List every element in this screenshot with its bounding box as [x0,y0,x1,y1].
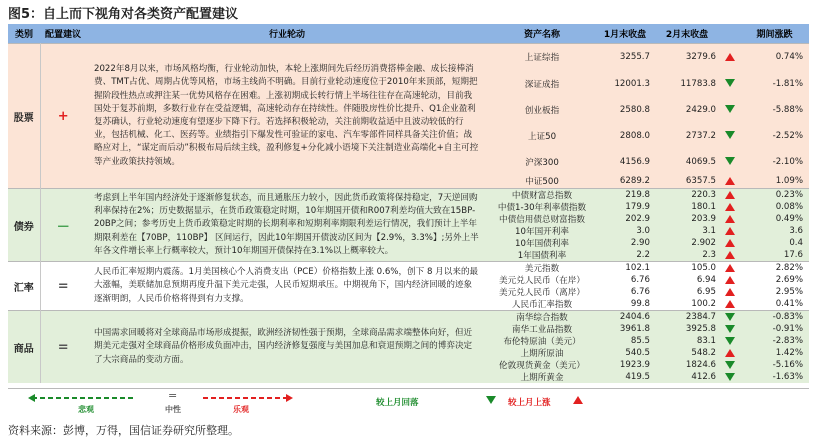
header-asset: 资产名称 [488,24,596,44]
change-value: -5.88% [740,97,809,123]
jan-close: 419.5 [596,371,654,383]
direction-icon [720,123,740,149]
header-feb-close: 2月末收盘 [654,24,720,44]
jan-close: 99.8 [596,298,654,311]
change-value: 2.95% [740,286,809,298]
asset-name: 深证成指 [488,71,596,97]
header-jan-close: 1月末收盘 [596,24,654,44]
feb-close: 3.1 [654,225,720,237]
asset-name: 南华工业品指数 [488,323,596,335]
up-triangle-icon [725,215,735,223]
change-value: 3.6 [740,225,809,237]
jan-close: 2580.8 [596,97,654,123]
down-triangle-icon [725,79,735,87]
asset-name: 上期所黄金 [488,371,596,383]
direction-icon [720,175,740,189]
direction-icon [720,359,740,371]
signal-mark: = [40,311,86,384]
asset-name: 上证50 [488,123,596,149]
direction-icon [720,298,740,311]
down-triangle-icon [725,157,735,165]
jan-close: 179.9 [596,201,654,213]
bearish-arrow-icon [28,393,138,403]
neutral-symbol-icon: = [168,389,178,402]
section-comment: 人民币汇率短期内震荡。1月美国核心个人消费支出（PCE）价格指数上涨 0.6%，创下 8 月以来的最大涨幅，美联储加息预期再度升温下美元走强，人民币短期承压。中期视角下，国内经济回暖的迹象逐渐明朗，人民币价格将得到有力支撑。 [86,262,488,311]
direction-icon [720,44,740,71]
direction-icon [720,149,740,175]
feb-close: 3925.8 [654,323,720,335]
section-commodities [8,311,809,384]
change-value: -0.91% [740,323,809,335]
asset-name: 10年国债利率 [488,237,596,249]
direction-icon [720,371,740,383]
feb-close: 2429.0 [654,97,720,123]
legend [8,388,809,415]
legend-bullish: 乐观 [233,405,249,414]
legend-bearish: 悲观 [78,405,94,414]
section-comment: 2022年8月以来，市场风格均衡，行业轮动加快，本轮上涨期间先后经历消费搭棒金融、成长接棒消费、TMT占优、周期占优等风格，市场主线尚不明确。目前行业轮动速度位于2010年来顶部，短期把握阶段性热点或押注某一优势风格存在困难。上涨初期成长转行情上半场往往存在高速轮动，目前我国处于复苏前期，多数行业存在受益逻辑，高速轮动存在持续性。伴随股房性价比提升、Q1企业盈利复苏确认，行业轮动速度有望逐步下降下行。若选择积极轮动，关注前期收益适中且波动较低的行业，包括机械、化工、医药等。业绩指引下爆发性可验证的家电、汽车零部件同样具备关注价值；战略应对上，“谋定而后动”积极布局后续主线，盈利修复+分化减小语境下关注制造业高端化+自主可控等产业政策扶持领域。 [86,44,488,189]
change-value: -2.10% [740,149,809,175]
signal-mark: － [40,189,86,262]
down-triangle-icon [725,105,735,113]
asset-name: 中债1-30年利率债指数 [488,201,596,213]
jan-close: 2808.0 [596,123,654,149]
direction-icon [720,262,740,275]
feb-close: 2.3 [654,249,720,262]
section-comment: 考虑到上半年国内经济处于逐渐修复状态，而且通胀压力较小，因此货币政策将保持稳定，7天逆回购利率保持在2%；历史数据显示，在货币政策稳定时期，10年期国开债和R007利差均值大致在15BP-20BP之间；参考历史上货币政策稳定时期的长期利率和短期利率期限利差运行情况，我们预计上半年期限利差在【70BP，110BP】 区间运行，因此10年期国开债波动区间为【2.9%，3.3%】;另外上半年各文件增长率上行概率较大，预计10年期国开债保持在3.1%以上概率较大。 [86,189,488,262]
down-triangle-icon [725,337,735,345]
direction-icon [720,71,740,97]
header-category: 类别 [8,24,40,44]
up-triangle-icon [725,264,735,272]
change-value: 0.74% [740,44,809,71]
feb-close: 6.95 [654,286,720,298]
up-triangle-icon [725,53,735,61]
up-triangle-icon [725,300,735,308]
feb-close: 548.2 [654,347,720,359]
jan-close: 4156.9 [596,149,654,175]
change-value: -2.83% [740,335,809,347]
header-row [8,24,809,44]
up-triangle-icon [573,396,583,404]
change-value: -1.81% [740,71,809,97]
direction-icon [720,225,740,237]
change-value: 0.41% [740,298,809,311]
direction-icon [720,249,740,262]
jan-close: 3255.7 [596,44,654,71]
header-rotation: 行业轮动 [86,24,488,44]
asset-name: 1年国债利率 [488,249,596,262]
section-fx [8,262,809,311]
section-bonds [8,189,809,262]
signal-mark: = [40,262,86,311]
jan-close: 202.9 [596,213,654,225]
up-triangle-icon [725,191,735,199]
jan-close: 219.8 [596,189,654,202]
change-value: 0.23% [740,189,809,202]
direction-icon [720,201,740,213]
header-direction [720,24,740,44]
category-label: 债券 [8,189,40,262]
change-value: -1.63% [740,371,809,383]
asset-name: 上期所原油 [488,347,596,359]
asset-name: 上证综指 [488,44,596,71]
asset-name: 伦敦现货黄金（美元） [488,359,596,371]
jan-close: 85.5 [596,335,654,347]
asset-name: 布伦特原油（美元） [488,335,596,347]
feb-close: 2.902 [654,237,720,249]
legend-neutral: 中性 [165,405,181,414]
bullish-arrow-icon [203,393,293,403]
asset-name: 中债信用债总财富指数 [488,213,596,225]
asset-name: 人民币汇率指数 [488,298,596,311]
feb-close: 1824.6 [654,359,720,371]
direction-icon [720,274,740,286]
feb-close: 11783.8 [654,71,720,97]
jan-close: 2.2 [596,249,654,262]
up-triangle-icon [725,276,735,284]
table-row [8,44,809,71]
jan-close: 3961.8 [596,323,654,335]
section-stocks [8,44,809,189]
table-row [8,311,809,324]
direction-icon [720,237,740,249]
jan-close: 6289.2 [596,175,654,189]
change-value: -5.16% [740,359,809,371]
feb-close: 6.94 [654,274,720,286]
direction-icon [720,323,740,335]
jan-close: 540.5 [596,347,654,359]
feb-close: 100.2 [654,298,720,311]
up-triangle-icon [725,177,735,185]
feb-close: 105.0 [654,262,720,275]
down-triangle-icon [725,313,735,321]
change-value: -0.83% [740,311,809,324]
feb-close: 83.1 [654,335,720,347]
up-triangle-icon [725,227,735,235]
allocation-table [8,24,809,383]
asset-name: 10年国开利率 [488,225,596,237]
jan-close: 1923.9 [596,359,654,371]
feb-close: 2384.7 [654,311,720,324]
change-value: 2.69% [740,274,809,286]
header-change: 期间涨跌 [740,24,809,44]
down-triangle-icon [725,373,735,381]
jan-close: 6.76 [596,274,654,286]
asset-name: 美元兑人民币（离岸） [488,286,596,298]
asset-name: 美元兑人民币（在岸） [488,274,596,286]
down-triangle-icon [725,131,735,139]
change-value: 17.6 [740,249,809,262]
asset-name: 沪深300 [488,149,596,175]
category-label: 汇率 [8,262,40,311]
figure-title: 图5：自上而下视角对各类资产配置建议 [8,7,239,22]
change-value: 0.49% [740,213,809,225]
direction-icon [720,286,740,298]
jan-close: 102.1 [596,262,654,275]
feb-close: 4069.5 [654,149,720,175]
header-recommendation: 配置建议 [40,24,86,44]
jan-close: 2404.6 [596,311,654,324]
change-value: 0.4 [740,237,809,249]
legend-lower: 较上月回落 [376,398,419,408]
direction-icon [720,335,740,347]
direction-icon [720,189,740,202]
asset-name: 中债财富总指数 [488,189,596,202]
jan-close: 12001.3 [596,71,654,97]
feb-close: 220.3 [654,189,720,202]
change-value: 0.08% [740,201,809,213]
table-row [8,189,809,202]
direction-icon [720,97,740,123]
asset-name: 中证500 [488,175,596,189]
up-triangle-icon [725,288,735,296]
down-triangle-icon [725,325,735,333]
signal-mark: + [40,44,86,189]
feb-close: 3279.6 [654,44,720,71]
down-triangle-icon [725,361,735,369]
down-triangle-icon [486,396,496,404]
feb-close: 203.9 [654,213,720,225]
category-label: 商品 [8,311,40,384]
feb-close: 6357.5 [654,175,720,189]
up-triangle-icon [725,239,735,247]
direction-icon [720,311,740,324]
change-value: 2.82% [740,262,809,275]
up-triangle-icon [725,349,735,357]
jan-close: 2.90 [596,237,654,249]
up-triangle-icon [725,251,735,259]
feb-close: 412.6 [654,371,720,383]
feb-close: 2737.2 [654,123,720,149]
asset-name: 美元指数 [488,262,596,275]
asset-name: 创业板指 [488,97,596,123]
table-row [8,262,809,275]
change-value: 1.09% [740,175,809,189]
source-note: 资料来源：彭博，万得，国信证券研究所整理。 [8,424,239,437]
direction-icon [720,213,740,225]
category-label: 股票 [8,44,40,189]
section-comment: 中国需求回暖将对全球商品市场形成提振，欧洲经济韧性强于预期，全球商品需求端整体向好，但近期美元走强对全球商品价格形成负面冲击，国内经济修复强度与美国加息和衰退预期之间的博弈决定了大宗商品的变动方面。 [86,311,488,384]
direction-icon [720,347,740,359]
up-triangle-icon [725,203,735,211]
jan-close: 6.76 [596,286,654,298]
asset-name: 南华综合指数 [488,311,596,324]
feb-close: 180.1 [654,201,720,213]
jan-close: 3.0 [596,225,654,237]
change-value: 1.42% [740,347,809,359]
legend-higher: 较上月上涨 [508,398,551,408]
change-value: -2.52% [740,123,809,149]
